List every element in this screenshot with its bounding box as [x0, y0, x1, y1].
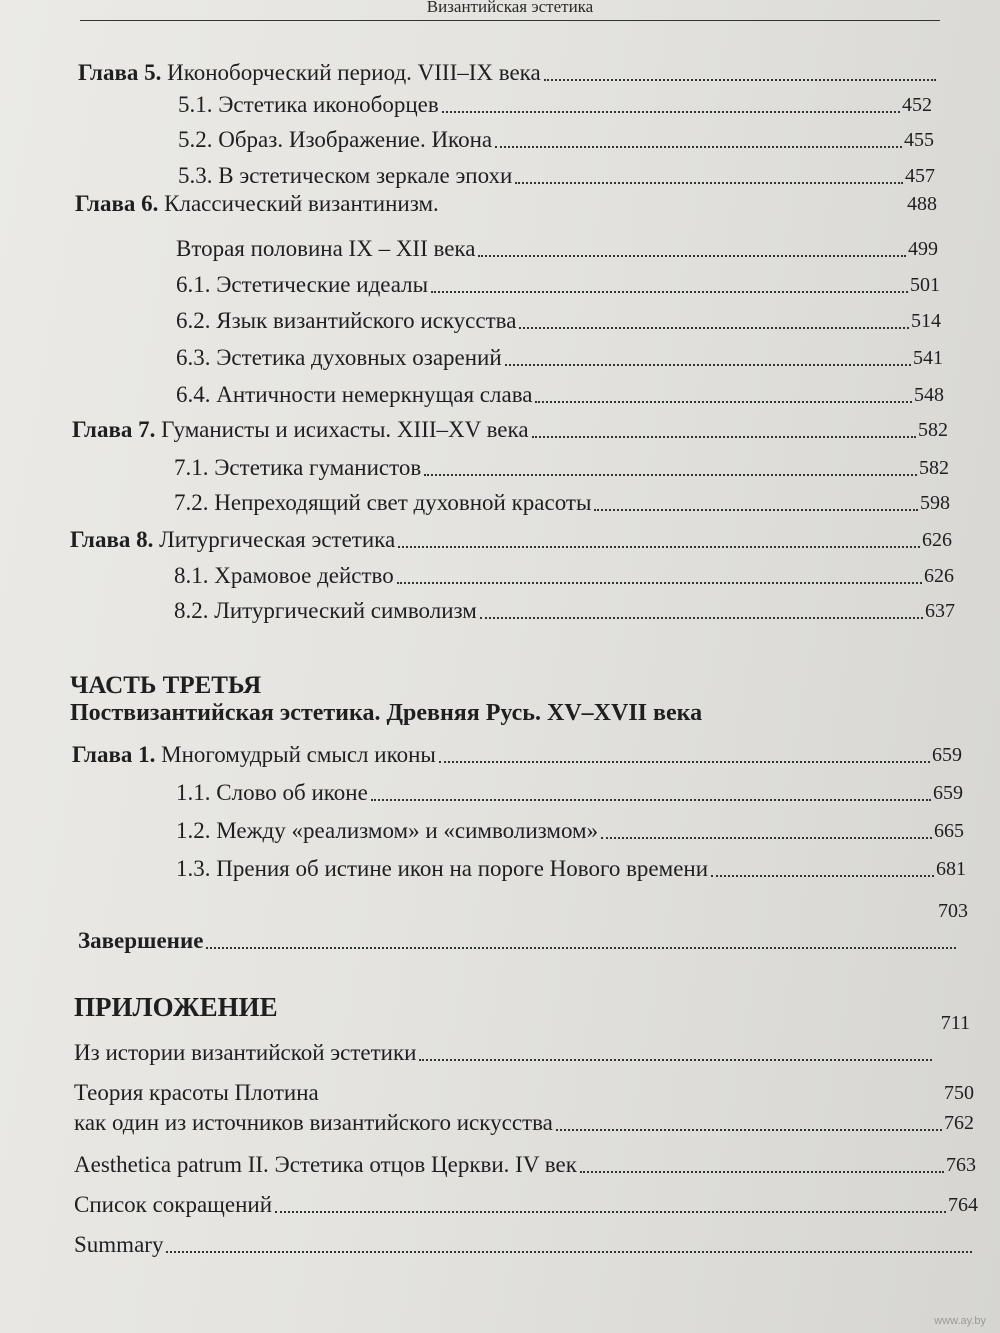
toc-entry[interactable]: [74, 1192, 978, 1218]
entry-title: 6.2. Язык византийского искусства: [176, 308, 517, 333]
entry-title: Гуманисты и исихасты. XIII–XV века: [161, 417, 529, 442]
toc-entry[interactable]: [174, 563, 954, 589]
toc-entry[interactable]: [176, 898, 968, 924]
entry-title: 6.3. Эстетика духовных озарений: [176, 345, 502, 370]
toc-entry[interactable]: [176, 272, 940, 298]
page-number: 637: [925, 600, 955, 622]
toc-entry[interactable]: [78, 928, 958, 954]
leader-dots: [442, 111, 900, 113]
leader-dots: [495, 146, 902, 148]
entry-title: 5.2. Образ. Изображение. Икона: [178, 127, 493, 152]
page-number: 750: [944, 1082, 974, 1104]
leader-dots: [711, 875, 934, 877]
page-number: 582: [919, 457, 949, 479]
entry-title: 1.3. Прения об истине икон на пороге Нового времени: [176, 856, 709, 881]
page-number: 703: [938, 900, 968, 922]
entry-title: 1.1. Слово об иконе: [176, 780, 368, 805]
entry-title: 5.3. В эстетическом зеркале эпохи: [178, 163, 513, 188]
chapter-label: Глава 6.: [75, 191, 159, 216]
page-number: 711: [940, 1012, 970, 1034]
leader-dots: [419, 1059, 932, 1061]
running-title: Византийская эстетика: [426, 0, 594, 16]
entry-title: Из истории византийской эстетики: [74, 1040, 417, 1065]
entry-title: Список сокращений: [74, 1192, 273, 1217]
entry-title: 5.1. Эстетика иконоборцев: [178, 92, 439, 117]
toc-entry[interactable]: [75, 191, 937, 217]
leader-dots: [601, 837, 932, 839]
page-number: 488: [907, 193, 937, 215]
entry-title: Классический византинизм.: [164, 191, 439, 216]
toc-entry[interactable]: [178, 92, 932, 118]
entry-title: Aesthetica patrum II. Эстетика отцов Церкви. IV век: [74, 1152, 577, 1177]
page-number: 764: [948, 1194, 978, 1216]
page-number: 457: [905, 165, 935, 187]
chapter-label: Глава 1.: [72, 742, 156, 767]
toc-entry[interactable]: [74, 1040, 934, 1066]
page-number: 501: [910, 274, 940, 296]
chapter-label: Глава 8.: [70, 527, 154, 552]
part-subtitle: Поствизантийская эстетика. Древняя Русь. XV–XVII века: [70, 700, 703, 726]
toc-entry[interactable]: [176, 382, 944, 408]
leader-dots: [371, 799, 931, 801]
page-number: 763: [946, 1154, 976, 1176]
entry-title: 8.2. Литургический символизм: [174, 598, 477, 623]
toc-entry[interactable]: [72, 417, 948, 443]
leader-dots: [480, 617, 923, 619]
toc-entry[interactable]: [74, 1152, 976, 1178]
toc-entry[interactable]: [178, 163, 935, 189]
page-number: 452: [902, 94, 932, 116]
leader-dots: [594, 509, 918, 511]
watermark: www.ay.by: [934, 1315, 986, 1327]
page-number: 455: [904, 129, 934, 151]
leader-dots: [275, 1211, 946, 1213]
leader-dots: [431, 291, 908, 293]
entry-title: Завершение: [78, 928, 204, 953]
toc-entry[interactable]: [78, 60, 938, 86]
page-number: 659: [933, 782, 963, 804]
leader-dots: [519, 327, 909, 329]
entry-title: 1.2. Между «реализмом» и «символизмом»: [176, 818, 599, 843]
toc-entry[interactable]: [176, 856, 966, 882]
toc-entry[interactable]: [176, 345, 943, 371]
leader-dots: [544, 79, 936, 81]
entry-title: Литургическая эстетика: [159, 527, 396, 552]
page-number: 582: [918, 419, 948, 441]
leader-dots: [556, 1129, 942, 1131]
entry-title: Summary: [74, 1232, 164, 1257]
toc-entry[interactable]: [74, 1110, 974, 1136]
toc-entry[interactable]: [178, 127, 934, 153]
toc-entry[interactable]: [176, 780, 963, 806]
leader-dots: [206, 947, 956, 949]
chapter-label: Глава 7.: [72, 417, 156, 442]
leader-dots: [166, 1251, 972, 1253]
page-number: 626: [922, 529, 952, 551]
entry-title: 7.1. Эстетика гуманистов: [174, 455, 422, 480]
leader-dots: [478, 255, 906, 257]
page-number: 626: [924, 565, 954, 587]
leader-dots: [580, 1171, 944, 1173]
entry-title: как один из источников византийского искусства: [74, 1110, 553, 1135]
toc-entry[interactable]: [74, 1080, 974, 1106]
toc-entry[interactable]: [176, 236, 938, 262]
entry-title: Многомудрый смысл иконы: [161, 742, 436, 767]
page-number: 499: [908, 238, 938, 260]
entry-title: Иконоборческий период. VIII–IX века: [167, 60, 541, 85]
leader-dots: [515, 182, 903, 184]
entry-title: Теория красоты Плотина: [74, 1080, 319, 1105]
toc-entry[interactable]: [174, 455, 949, 481]
part-heading: ЧАСТЬ ТРЕТЬЯ: [70, 672, 262, 699]
toc-entry[interactable]: [176, 818, 964, 844]
appendix-heading: ПРИЛОЖЕНИЕ: [74, 992, 278, 1022]
entry-title: Вторая половина IX – XII века: [176, 236, 476, 261]
chapter-label: Глава 5.: [78, 60, 162, 85]
leader-dots: [505, 364, 911, 366]
page-number: 598: [920, 492, 950, 514]
entry-title: 6.1. Эстетические идеалы: [176, 272, 429, 297]
toc-entry[interactable]: [74, 1010, 970, 1036]
page-number: 659: [932, 744, 962, 766]
page-number: 514: [911, 310, 941, 332]
page-number: 665: [934, 820, 964, 842]
toc-entry[interactable]: [174, 490, 950, 516]
toc-entry[interactable]: [70, 527, 952, 553]
entry-title: 7.2. Непреходящий свет духовной красоты: [174, 490, 592, 515]
toc-entry[interactable]: [74, 1232, 974, 1258]
entry-title: 6.4. Античности немеркнущая слава: [176, 382, 533, 407]
toc-entry[interactable]: [176, 308, 941, 334]
page-number: 548: [914, 384, 944, 406]
leader-dots: [398, 546, 920, 548]
leader-dots: [439, 761, 930, 763]
toc-entry[interactable]: [72, 742, 962, 768]
leader-dots: [424, 474, 917, 476]
leader-dots: [397, 582, 922, 584]
leader-dots: [535, 401, 912, 403]
page-number: 541: [913, 347, 943, 369]
page-number: 681: [936, 858, 966, 880]
page-number: 762: [944, 1112, 974, 1134]
entry-title: 8.1. Храмовое действо: [174, 563, 394, 588]
toc-entry[interactable]: [174, 598, 955, 624]
leader-dots: [532, 436, 916, 438]
